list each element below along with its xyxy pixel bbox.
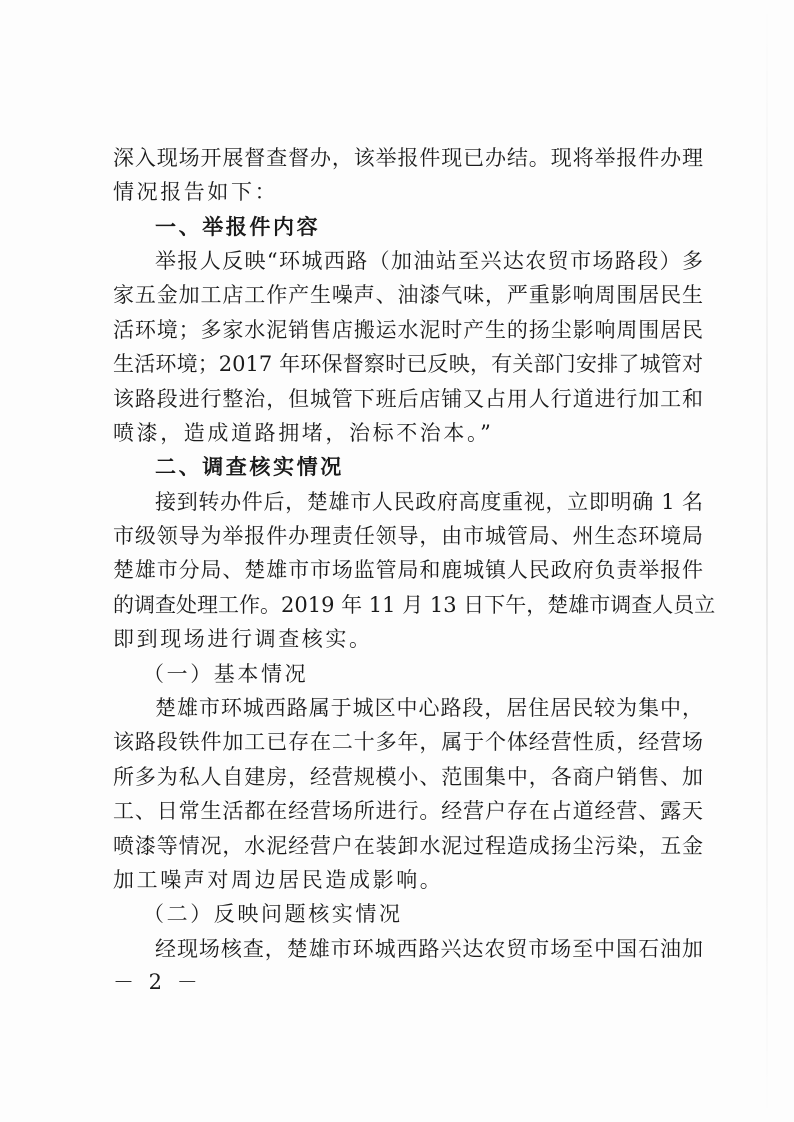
paragraph-line: 生活环境；2017 年环保督察时已反映，有关部门安排了城管对 (113, 352, 703, 376)
paragraph-line: 情况报告如下： (113, 180, 279, 204)
paragraph-line: 工、日常生活都在经营场所进行。经营户存在占道经营、露天 (113, 799, 703, 823)
paragraph-line: 家五金加工店工作产生噪声、油漆气味，严重影响周围居民生 (113, 283, 703, 307)
paragraph-line: 经现场核查，楚雄市环城西路兴达农贸市场至中国石油加 (155, 937, 703, 961)
section-heading: 一、举报件内容 (155, 214, 321, 239)
paragraph-line: 市级领导为举报件办理责任领导，由市城管局、州生态环境局 (113, 524, 703, 548)
paragraph-line: 楚雄市分局、楚雄市市场监管局和鹿城镇人民政府负责举报件 (113, 558, 703, 582)
paragraph-line: 的调查处理工作。2019 年 11 月 13 日下午，楚雄市调查人员立 (113, 593, 716, 617)
paragraph-line: 该路段铁件加工已存在二十多年，属于个体经营性质，经营场 (113, 730, 703, 754)
paragraph-line: 喷漆等情况，水泥经营户在装卸水泥过程造成扬尘污染，五金 (113, 834, 703, 858)
paragraph-line: 活环境；多家水泥销售店搬运水泥时产生的扬尘影响周围居民 (113, 318, 703, 342)
paragraph-line: 深入现场开展督查督办，该举报件现已办结。现将举报件办理 (113, 146, 703, 170)
section-heading: 二、调查核实情况 (155, 454, 344, 479)
paragraph-line: 举报人反映“环城西路（加油站至兴达农贸市场路段）多 (155, 249, 703, 273)
paragraph-line: 所多为私人自建房，经营规模小、范围集中，各商户销售、加 (113, 765, 703, 789)
paragraph-line: 加工噪声对周边居民造成影响。 (113, 868, 444, 892)
paragraph-line: 接到转办件后，楚雄市人民政府高度重视，立即明确 1 名 (155, 490, 703, 514)
paragraph-line: 喷漆，造成道路拥堵，治标不治本。” (113, 421, 494, 445)
scan-edge-shadow (766, 0, 768, 1122)
page-number: － 2 － (113, 970, 202, 994)
paragraph-line: 该路段进行整治，但城管下班后店铺又占用人行道进行加工和 (113, 387, 703, 411)
paragraph-line: 即到现场进行调查核实。 (113, 627, 373, 651)
subsection-heading: （一）基本情况 (143, 662, 309, 686)
subsection-heading: （二）反映问题核实情况 (143, 902, 403, 926)
paragraph-line: 楚雄市环城西路属于城区中心路段，居住居民较为集中， (155, 696, 703, 720)
